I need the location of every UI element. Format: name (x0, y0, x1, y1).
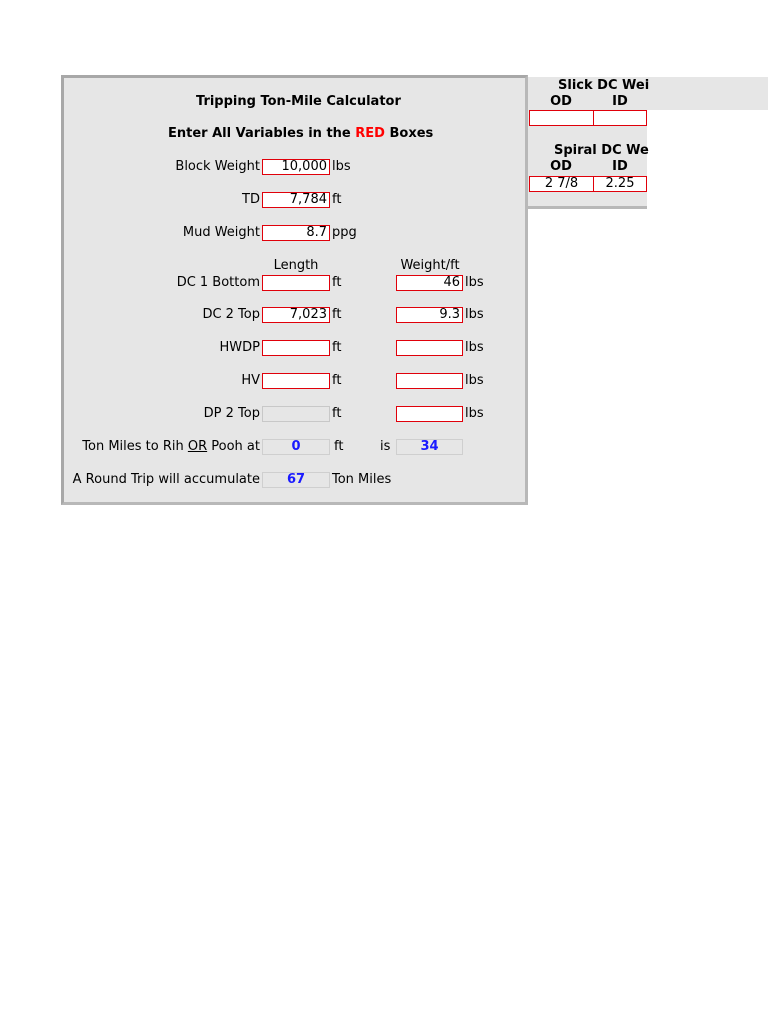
slick-od-input[interactable] (529, 110, 594, 126)
dc2-top-length-input[interactable]: 7,023 (262, 307, 330, 323)
dp2-top-length-field (262, 406, 330, 422)
hv-length-input[interactable] (262, 373, 330, 389)
hv-length-unit: ft (332, 373, 342, 388)
slick-dc-title: Slick DC Wei (558, 78, 650, 93)
depth-unit: ft (334, 439, 344, 454)
row-label-hv: HV (241, 373, 260, 388)
round-trip-label: A Round Trip will accumulate (72, 472, 260, 487)
hwdp-length-unit: ft (332, 340, 342, 355)
weight-header: Weight/ft (400, 258, 460, 273)
td-label: TD (242, 192, 260, 207)
dp2-top-length-unit: ft (332, 406, 342, 421)
instruction-pre: Enter All Variables in the (168, 126, 356, 141)
ton-miles-pre: Ton Miles to Rih (82, 439, 188, 454)
slick-id-header: ID (612, 94, 628, 109)
dp2-top-weight-unit: lbs (465, 406, 484, 421)
td-input[interactable]: 7,784 (262, 192, 330, 208)
length-header: Length (273, 258, 319, 273)
instruction-red: RED (355, 126, 385, 141)
ton-miles-result: 34 (396, 439, 463, 455)
ton-miles-post: Pooh at (207, 439, 260, 454)
dc2-top-weight-input[interactable]: 9.3 (396, 307, 463, 323)
dc1-bottom-length-input[interactable] (262, 275, 330, 291)
depth-result: 0 (262, 439, 330, 455)
slick-id-input[interactable] (593, 110, 647, 126)
spiral-od-header: OD (550, 159, 572, 174)
round-trip-result: 67 (262, 472, 330, 488)
is-label: is (380, 439, 391, 454)
row-label-dc2-top: DC 2 Top (202, 307, 260, 322)
mud-weight-unit: ppg (332, 225, 357, 240)
mud-weight-input[interactable]: 8.7 (262, 225, 330, 241)
block-weight-unit: lbs (332, 159, 351, 174)
dc1-bottom-weight-unit: lbs (465, 275, 484, 290)
row-label-dc1-bottom: DC 1 Bottom (176, 275, 260, 290)
spiral-id-input[interactable]: 2.25 (593, 176, 647, 192)
dc1-bottom-weight-input[interactable]: 46 (396, 275, 463, 291)
td-unit: ft (332, 192, 342, 207)
hv-weight-input[interactable] (396, 373, 463, 389)
ton-miles-or: OR (187, 439, 208, 454)
instruction-post: Boxes (384, 126, 434, 141)
block-weight-label: Block Weight (175, 159, 260, 174)
hwdp-weight-input[interactable] (396, 340, 463, 356)
dc2-top-weight-unit: lbs (465, 307, 484, 322)
hwdp-length-input[interactable] (262, 340, 330, 356)
dp2-top-weight-input[interactable] (396, 406, 463, 422)
slick-od-header: OD (550, 94, 572, 109)
spiral-id-header: ID (612, 159, 628, 174)
spiral-dc-title: Spiral DC We (554, 143, 649, 158)
block-weight-input[interactable]: 10,000 (262, 159, 330, 175)
row-label-dp2-top: DP 2 Top (203, 406, 260, 421)
round-trip-unit: Ton Miles (332, 472, 392, 487)
hwdp-weight-unit: lbs (465, 340, 484, 355)
ton-miles-label (82, 439, 260, 454)
hv-weight-unit: lbs (465, 373, 484, 388)
spiral-od-input[interactable]: 2 7/8 (529, 176, 594, 192)
mud-weight-label: Mud Weight (182, 225, 260, 240)
dc2-top-length-unit: ft (332, 307, 342, 322)
instruction-text (168, 126, 433, 141)
dc1-bottom-length-unit: ft (332, 275, 342, 290)
page-title: Tripping Ton-Mile Calculator (196, 94, 401, 109)
row-label-hwdp: HWDP (219, 340, 260, 355)
